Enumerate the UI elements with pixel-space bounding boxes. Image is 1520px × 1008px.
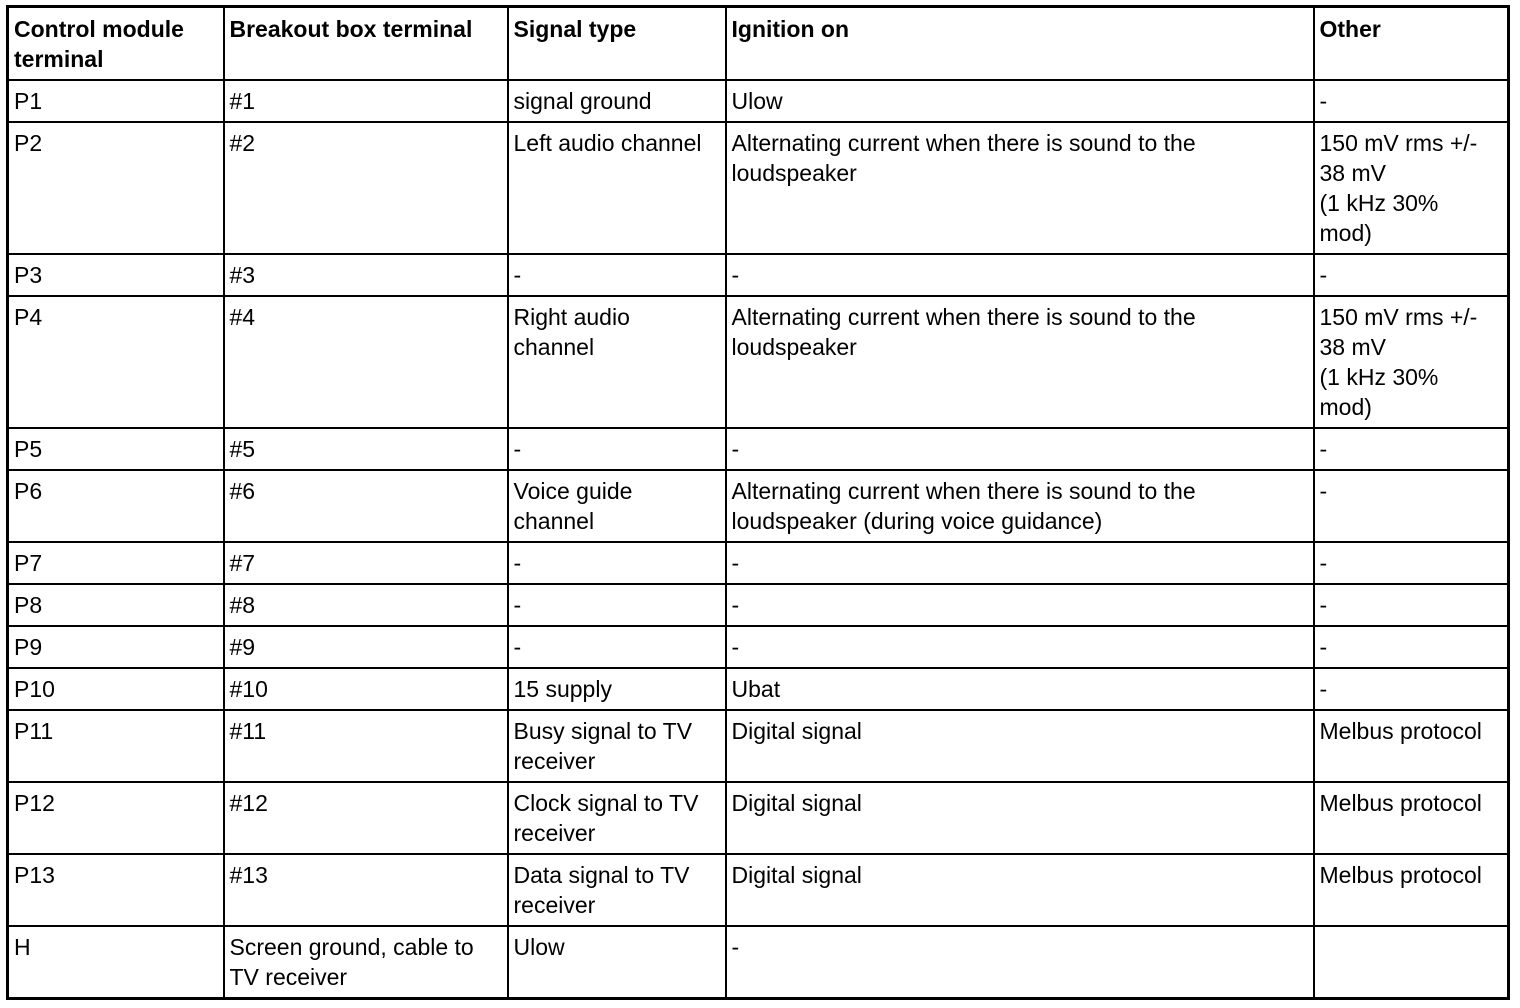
cell-breakout-box-terminal: #1 bbox=[224, 80, 508, 122]
cell-breakout-box-terminal: #7 bbox=[224, 542, 508, 584]
table-row bbox=[8, 668, 1509, 710]
cell-ignition-on: Digital signal bbox=[726, 854, 1314, 926]
table-row bbox=[8, 782, 1509, 854]
cell-control-module-terminal: P10 bbox=[8, 668, 224, 710]
cell-control-module-terminal: P7 bbox=[8, 542, 224, 584]
cell-breakout-box-terminal: #9 bbox=[224, 626, 508, 668]
cell-control-module-terminal: P6 bbox=[8, 470, 224, 542]
cell-signal-type: - bbox=[508, 584, 726, 626]
header-breakout-box-terminal: Breakout box terminal bbox=[224, 7, 508, 81]
cell-signal-type: - bbox=[508, 428, 726, 470]
cell-ignition-on: - bbox=[726, 428, 1314, 470]
cell-ignition-on: - bbox=[726, 626, 1314, 668]
table-row bbox=[8, 710, 1509, 782]
cell-signal-type: - bbox=[508, 542, 726, 584]
cell-control-module-terminal: P3 bbox=[8, 254, 224, 296]
cell-other: 150 mV rms +/- 38 mV (1 kHz 30% mod) bbox=[1314, 122, 1509, 254]
cell-control-module-terminal: P1 bbox=[8, 80, 224, 122]
header-other: Other bbox=[1314, 7, 1509, 81]
cell-breakout-box-terminal: #5 bbox=[224, 428, 508, 470]
cell-ignition-on: Alternating current when there is sound to the loudspeaker bbox=[726, 296, 1314, 428]
cell-breakout-box-terminal: #6 bbox=[224, 470, 508, 542]
cell-signal-type: 15 supply bbox=[508, 668, 726, 710]
table-row bbox=[8, 626, 1509, 668]
cell-other bbox=[1314, 926, 1509, 999]
table-row bbox=[8, 584, 1509, 626]
header-control-module-terminal: Control module terminal bbox=[8, 7, 224, 81]
cell-other: - bbox=[1314, 626, 1509, 668]
cell-other: - bbox=[1314, 584, 1509, 626]
table-row bbox=[8, 428, 1509, 470]
cell-breakout-box-terminal: #11 bbox=[224, 710, 508, 782]
cell-control-module-terminal: H bbox=[8, 926, 224, 999]
cell-signal-type: Clock signal to TV receiver bbox=[508, 782, 726, 854]
table-header-row bbox=[8, 7, 1509, 81]
cell-signal-type: Left audio channel bbox=[508, 122, 726, 254]
cell-ignition-on: - bbox=[726, 542, 1314, 584]
cell-other: - bbox=[1314, 428, 1509, 470]
cell-signal-type: Ulow bbox=[508, 926, 726, 999]
cell-breakout-box-terminal: #8 bbox=[224, 584, 508, 626]
cell-control-module-terminal: P12 bbox=[8, 782, 224, 854]
cell-ignition-on: Ubat bbox=[726, 668, 1314, 710]
cell-ignition-on: Digital signal bbox=[726, 710, 1314, 782]
cell-signal-type: Voice guide channel bbox=[508, 470, 726, 542]
table-row bbox=[8, 254, 1509, 296]
table-row bbox=[8, 122, 1509, 254]
cell-breakout-box-terminal: Screen ground, cable to TV receiver bbox=[224, 926, 508, 999]
cell-signal-type: Right audio channel bbox=[508, 296, 726, 428]
header-ignition-on: Ignition on bbox=[726, 7, 1314, 81]
cell-ignition-on: Digital signal bbox=[726, 782, 1314, 854]
cell-ignition-on: Alternating current when there is sound to the loudspeaker bbox=[726, 122, 1314, 254]
cell-signal-type: - bbox=[508, 254, 726, 296]
cell-other: Melbus protocol bbox=[1314, 710, 1509, 782]
table-row bbox=[8, 854, 1509, 926]
cell-other: - bbox=[1314, 470, 1509, 542]
cell-control-module-terminal: P4 bbox=[8, 296, 224, 428]
cell-signal-type: Data signal to TV receiver bbox=[508, 854, 726, 926]
cell-other: - bbox=[1314, 542, 1509, 584]
cell-breakout-box-terminal: #3 bbox=[224, 254, 508, 296]
cell-other: - bbox=[1314, 80, 1509, 122]
table-row bbox=[8, 542, 1509, 584]
cell-control-module-terminal: P9 bbox=[8, 626, 224, 668]
cell-signal-type: - bbox=[508, 626, 726, 668]
cell-control-module-terminal: P11 bbox=[8, 710, 224, 782]
cell-other: - bbox=[1314, 254, 1509, 296]
table-row bbox=[8, 926, 1509, 999]
cell-other: - bbox=[1314, 668, 1509, 710]
cell-control-module-terminal: P13 bbox=[8, 854, 224, 926]
table-row bbox=[8, 296, 1509, 428]
cell-control-module-terminal: P8 bbox=[8, 584, 224, 626]
cell-ignition-on: Ulow bbox=[726, 80, 1314, 122]
cell-breakout-box-terminal: #12 bbox=[224, 782, 508, 854]
cell-breakout-box-terminal: #10 bbox=[224, 668, 508, 710]
table-row bbox=[8, 80, 1509, 122]
cell-other: Melbus protocol bbox=[1314, 782, 1509, 854]
cell-control-module-terminal: P5 bbox=[8, 428, 224, 470]
cell-ignition-on: - bbox=[726, 926, 1314, 999]
cell-breakout-box-terminal: #13 bbox=[224, 854, 508, 926]
cell-signal-type: Busy signal to TV receiver bbox=[508, 710, 726, 782]
cell-control-module-terminal: P2 bbox=[8, 122, 224, 254]
cell-ignition-on: Alternating current when there is sound to the loudspeaker (during voice guidance) bbox=[726, 470, 1314, 542]
cell-other: Melbus protocol bbox=[1314, 854, 1509, 926]
cell-signal-type: signal ground bbox=[508, 80, 726, 122]
header-signal-type: Signal type bbox=[508, 7, 726, 81]
cell-breakout-box-terminal: #2 bbox=[224, 122, 508, 254]
terminal-signal-table bbox=[6, 5, 1510, 1000]
table-row bbox=[8, 470, 1509, 542]
cell-breakout-box-terminal: #4 bbox=[224, 296, 508, 428]
cell-ignition-on: - bbox=[726, 254, 1314, 296]
cell-ignition-on: - bbox=[726, 584, 1314, 626]
cell-other: 150 mV rms +/- 38 mV (1 kHz 30% mod) bbox=[1314, 296, 1509, 428]
